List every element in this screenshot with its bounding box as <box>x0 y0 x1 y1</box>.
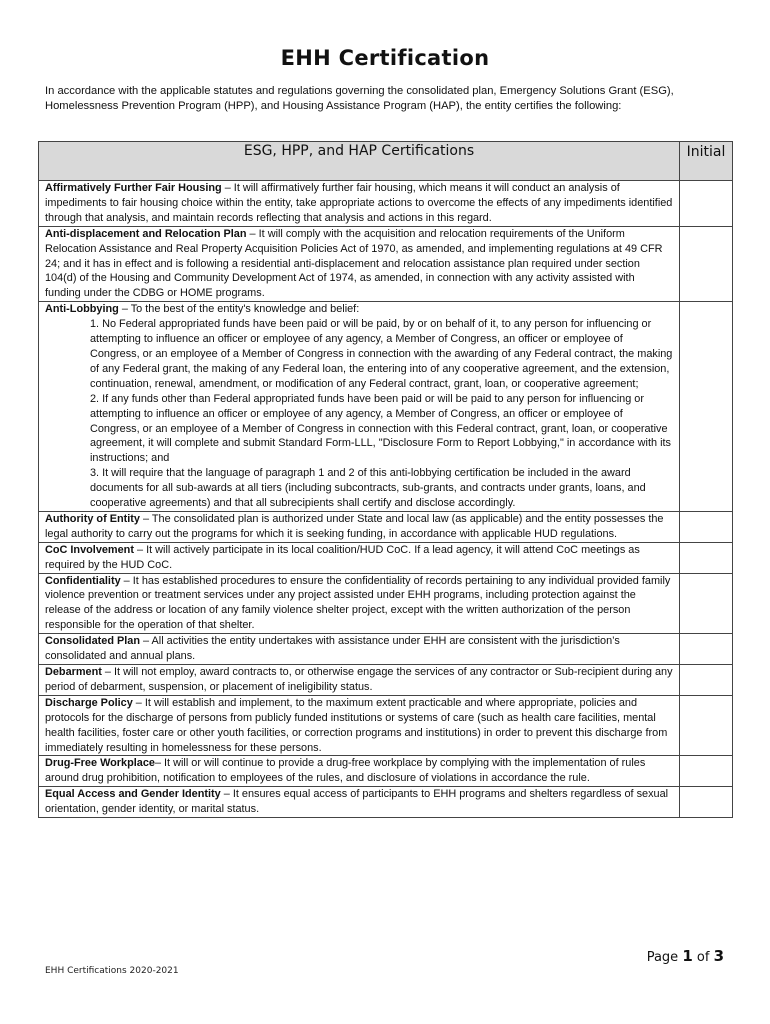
certification-cell <box>39 542 680 573</box>
initial-field[interactable] <box>680 787 733 818</box>
table-row <box>39 302 733 512</box>
certification-cell <box>39 226 680 302</box>
table-row <box>39 634 733 665</box>
certification-term: Affirmatively Further Fair Housing <box>45 182 222 194</box>
certification-cell <box>39 695 680 756</box>
certification-term: Consolidated Plan <box>45 635 141 648</box>
table-row <box>39 542 733 573</box>
certification-term: CoC Involvement <box>45 543 134 556</box>
table-row <box>39 695 733 756</box>
table-row <box>39 226 733 302</box>
certification-cell <box>39 573 680 634</box>
certification-term: Anti-displacement and Relocation Plan <box>45 227 247 240</box>
certification-term: Anti-Lobbying <box>45 303 119 316</box>
certification-cell <box>39 756 680 787</box>
page-title: EHH Certification <box>280 46 490 70</box>
initial-field[interactable] <box>680 511 733 542</box>
certification-text: – It will not employ, award contracts to, or otherwise engage the services of any contractor or Sub-recipient during any period of debarment, suspension, or placement of ineligibility status. <box>45 666 673 693</box>
initial-field[interactable] <box>680 542 733 573</box>
certification-cell <box>39 665 680 696</box>
initial-field[interactable] <box>680 302 733 512</box>
page-current: 1 <box>682 947 693 965</box>
certification-cell <box>39 181 680 227</box>
certifications-table <box>38 141 733 818</box>
initial-field[interactable] <box>680 665 733 696</box>
page-of: of <box>696 950 710 965</box>
certification-term: Confidentiality <box>45 574 121 587</box>
table-header-initial: Initial <box>680 142 733 181</box>
certification-text: – It ensures equal access of participants to EHH programs and shelters regardless of sexual orientation, gender identity, or marital status. <box>45 788 669 816</box>
table-row <box>39 756 733 787</box>
table-row <box>39 511 733 542</box>
table-row <box>39 181 733 227</box>
certification-term: Discharge Policy <box>45 696 133 709</box>
sub-item: 2. If any funds other than Federal appropriated funds have been paid or will be paid to any person for influencing or attempting to influence an officer or employee of any agency, a Member of Congress, an officer or employee of Congress, or an employee of a Member of Congress in connection with this Federal contract, grant, loan, or cooperative agreement, it will complete and submit Standard Form-LLL, "Disclosure Form to Report Lobbying," in accordance with its instructions; and <box>90 392 671 465</box>
certification-cell <box>39 511 680 542</box>
table-row <box>39 665 733 696</box>
page-word: Page <box>646 950 679 965</box>
initial-field[interactable] <box>680 695 733 756</box>
certification-text: – All activities the entity undertakes with assistance under EHH are consistent with the jurisdiction’s consolidated and annual plans. <box>45 635 620 663</box>
certification-text: – It will affirmatively further fair housing, which means it will conduct an analysis of impediments to fair housing choice within the entity, take appropriate actions to overcome the effects of any impediments identified through that analysis, and maintain records reflecting that analysis and actions in this regard. <box>45 182 673 224</box>
table-row <box>39 573 733 634</box>
table-row <box>39 787 733 818</box>
certification-text: – To the best of the entity's knowledge and belief: <box>118 303 360 316</box>
certification-text: – It will actively participate in its local coalition/HUD CoC. If a lead agency, it will attend CoC meetings as required by the HUD CoC. <box>45 543 640 571</box>
intro-paragraph: In accordance with the applicable statutes and regulations governing the consolidated plan, Emergency Solutions Grant (ESG), Homelessness Prevention Program (HPP), and Housing Assistance Program (HAP), the entity certifies the following: <box>45 85 674 112</box>
certification-text: – It will or will continue to provide a drug-free workplace by complying with the implementation of rules around drug prohibition, notification to employees of the rules, and disclosure of violations in accordance the rule. <box>45 757 646 785</box>
certification-text: – The consolidated plan is authorized under State and local law (as applicable) and the entity possesses the legal authority to carry out the programs for which it is seeking funding, in accordance with applicable HUD regulations. <box>45 512 664 540</box>
certification-term: Authority of Entity <box>45 512 140 525</box>
table-header-certifications: ESG, HPP, and HAP Certifications <box>39 142 680 181</box>
footer-document-name: EHH Certifications 2020-2021 <box>45 966 179 976</box>
initial-field[interactable] <box>680 756 733 787</box>
certification-text: – It has established procedures to ensure the confidentiality of records pertaining to any individual provided family violence prevention or treatment services under any project assisted under EHH programs, including protection against the release of the address or location of any family violence shelter project, except with the written authorization of the person responsible for the operation of that shelter. <box>45 574 671 632</box>
certification-cell <box>39 787 680 818</box>
initial-field[interactable] <box>680 226 733 302</box>
certification-text: – It will establish and implement, to the maximum extent practicable and where appropriate, policies and protocols for the discharge of persons from publicly funded institutions or systems of care (such as health care facilities, mental health facilities, foster care or other youth facilities, or correction programs and institutions) in order to prevent this discharge from immediately resulting in homelessness for these persons. <box>45 696 668 754</box>
initial-field[interactable] <box>680 181 733 227</box>
certification-term: Equal Access and Gender Identity <box>45 788 221 801</box>
initial-field[interactable] <box>680 573 733 634</box>
certification-term: Drug-Free Workplace <box>45 757 155 770</box>
sub-item: 1. No Federal appropriated funds have been paid or will be paid, by or on behalf of it, to any person for influencing or attempting to influence an officer or employee of any agency, a Member of Congress, an officer or employee of Congress, or an employee of a Member of Congress in connection with the awarding of any Federal contract, the making of any Federal grant, the making of any Federal loan, the entering into of any cooperative agreement, and the extension, continuation, renewal, amendment, or modification of any Federal contract, grant, loan, or cooperative agreement; <box>90 318 673 390</box>
certification-cell <box>39 302 680 512</box>
table-header-row <box>39 142 733 181</box>
certification-cell <box>39 634 680 665</box>
certification-text: – It will comply with the acquisition and relocation requirements of the Uniform Relocation Assistance and Real Property Acquisition Policies Act of 1970, as amended, and implementing regulations at 49 CFR 24; and it has in effect and is following a residential anti-displacement and relocation assistance plan required under section 104(d) of the Housing and Community Development Act of 1974, as amended, in connection with any activity assisted with funding under the CDBG or HOME programs. <box>45 227 663 300</box>
certification-term: Debarment <box>45 666 102 678</box>
initial-field[interactable] <box>680 634 733 665</box>
page-total: 3 <box>713 947 724 965</box>
page-number <box>647 947 724 965</box>
sub-item: 3. It will require that the language of paragraph 1 and 2 of this anti-lobbying certification be included in the award documents for all sub-awards at all tiers (including subcontracts, sub-grants, and contracts under grants, loans, and cooperative agreements) and that all subrecipients shall certify and disclose accordingly. <box>90 467 646 510</box>
